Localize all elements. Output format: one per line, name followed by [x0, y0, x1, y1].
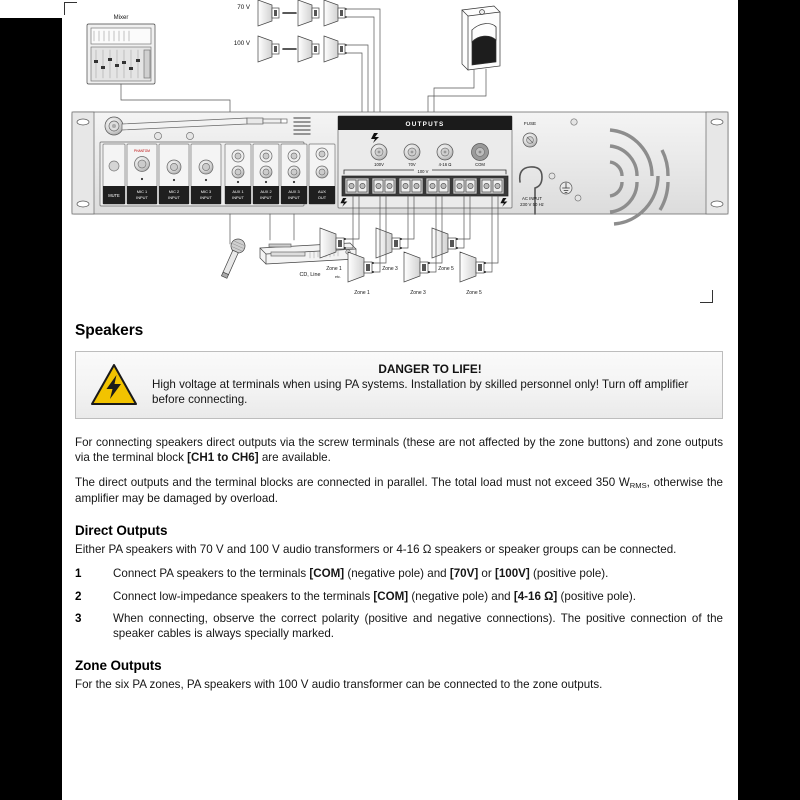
- scan-edge-bar-right: [738, 0, 800, 800]
- svg-text:100 V: 100 V: [233, 40, 250, 47]
- step-text: When connecting, observe the correct polarity (positive and negative connections). The positive connection of the speaker cables is always specially marked.: [113, 612, 723, 640]
- svg-text:100V: 100V: [374, 162, 384, 167]
- front-input-bays: [100, 142, 335, 206]
- heading-direct-outputs: Direct Outputs: [75, 523, 168, 539]
- step2-a: Connect low-impedance speakers to the terminals: [113, 589, 374, 603]
- svg-text:Zone 5: Zone 5: [466, 290, 482, 296]
- svg-text:70V: 70V: [408, 162, 416, 167]
- step1-com: [COM]: [309, 566, 345, 580]
- terminal-block-ref: [CH1 to CH6]: [187, 450, 259, 464]
- step-text: [113, 567, 723, 582]
- svg-text:FUSE: FUSE: [523, 121, 537, 126]
- svg-text:AUX: AUX: [318, 189, 326, 194]
- intro-paragraph-2: [75, 476, 723, 506]
- microphone-source: [218, 214, 247, 280]
- svg-text:OUTPUTS: OUTPUTS: [405, 121, 445, 128]
- mixer-device: [87, 15, 230, 112]
- svg-text:AUX 1: AUX 1: [232, 189, 244, 194]
- step2-com: [COM]: [373, 589, 409, 603]
- manual-page: [62, 0, 738, 800]
- svg-text:Zone 3: Zone 3: [410, 290, 426, 296]
- svg-text:Zone 5: Zone 5: [438, 266, 454, 272]
- svg-text:Zone 1: Zone 1: [354, 290, 370, 296]
- direct-outputs-lead: Either PA speakers with 70 V and 100 V audio transformers or 4-16 Ω speakers or speaker groups can be connected.: [75, 543, 677, 557]
- step1-100v: [100V]: [494, 566, 530, 580]
- svg-text:CD, Line: CD, Line: [299, 272, 321, 278]
- step2-d: (positive pole).: [557, 589, 636, 603]
- ground-symbol: [560, 182, 572, 194]
- svg-text:Mixer: Mixer: [113, 15, 129, 21]
- step1-e: (positive pole).: [529, 566, 609, 580]
- step-number: 1: [75, 566, 82, 580]
- step-text: [113, 590, 723, 605]
- step1-c: (negative pole) and: [344, 566, 450, 580]
- warning-text: High voltage at terminals when using PA systems. Installation by skilled personnel only! Turn off amplifier before connecting.: [152, 378, 689, 406]
- svg-text:70 V: 70 V: [237, 4, 250, 11]
- svg-text:INPUT: INPUT: [288, 195, 300, 200]
- page-title: Speakers: [75, 322, 144, 339]
- outputs-section: [338, 116, 512, 208]
- svg-text:Zone 1: Zone 1: [326, 266, 342, 272]
- step-number: 3: [75, 612, 82, 626]
- svg-text:PHANTOM: PHANTOM: [134, 149, 150, 153]
- svg-text:100 V: 100 V: [417, 169, 429, 174]
- intro-p2-a: The direct outputs and the terminal blocks are connected in parallel. The total load must not exceed 350 W: [75, 476, 630, 490]
- pa-amplifier-connection-diagram: [62, 0, 738, 310]
- speaker-chain-100v: [234, 36, 368, 112]
- high-voltage-warning-icon: [90, 361, 138, 412]
- step-number: 2: [75, 589, 82, 603]
- speakers-section: [75, 322, 723, 704]
- svg-text:AUX 2: AUX 2: [260, 189, 272, 194]
- svg-text:Zone 3: Zone 3: [382, 266, 398, 272]
- step1-d: or: [478, 566, 495, 580]
- monitor-speaker: [428, 6, 500, 112]
- step1-a: Connect PA speakers to the terminals: [113, 566, 310, 580]
- danger-warning-panel: [75, 351, 723, 419]
- intro-paragraph-1: [75, 436, 723, 465]
- rms-subscript: RMS: [629, 481, 647, 491]
- intro-p1-c: are available.: [258, 450, 331, 464]
- svg-text:INPUT: INPUT: [168, 195, 180, 200]
- svg-text:230 V 50 Hz: 230 V 50 Hz: [520, 202, 544, 207]
- zone-outputs-text: For the six PA zones, PA speakers with 100 V audio transformer can be connected to the zone outputs.: [75, 678, 603, 692]
- amplifier-rack-unit: [72, 112, 728, 224]
- svg-text:MIC 1: MIC 1: [136, 189, 148, 194]
- svg-text:AC INPUT: AC INPUT: [521, 196, 543, 201]
- svg-text:MIC 3: MIC 3: [200, 189, 212, 194]
- svg-text:etc.: etc.: [335, 275, 341, 279]
- step2-c: (negative pole) and: [408, 589, 514, 603]
- svg-text:MIC 2: MIC 2: [168, 189, 180, 194]
- svg-text:MUTE: MUTE: [108, 193, 120, 198]
- intro-p1-a: For connecting speakers direct outputs via the screw terminals (these are not affected by the zone buttons) and zone outputs via the terminal block: [75, 436, 723, 464]
- scan-edge-bar-left: [0, 18, 62, 800]
- svg-text:INPUT: INPUT: [200, 195, 212, 200]
- list-item: [75, 590, 723, 605]
- intro-p2-b: , otherwise the amplifier may be damaged by overload.: [75, 476, 723, 505]
- svg-text:OUT: OUT: [317, 195, 327, 200]
- svg-text:INPUT: INPUT: [232, 195, 244, 200]
- list-item: [75, 612, 723, 641]
- svg-text:INPUT: INPUT: [136, 195, 148, 200]
- heading-zone-outputs: Zone Outputs: [75, 658, 162, 674]
- warning-title: DANGER TO LIFE!: [378, 362, 482, 376]
- step1-70v: [70V]: [449, 566, 479, 580]
- svg-text:INPUT: INPUT: [260, 195, 272, 200]
- step2-ohm: [4-16 Ω]: [513, 589, 558, 603]
- svg-text:COM: COM: [475, 162, 485, 167]
- direct-outputs-steps: [75, 567, 723, 641]
- list-item: [75, 567, 723, 582]
- svg-text:AUX 3: AUX 3: [288, 189, 300, 194]
- svg-text:4-16 Ω: 4-16 Ω: [438, 162, 452, 167]
